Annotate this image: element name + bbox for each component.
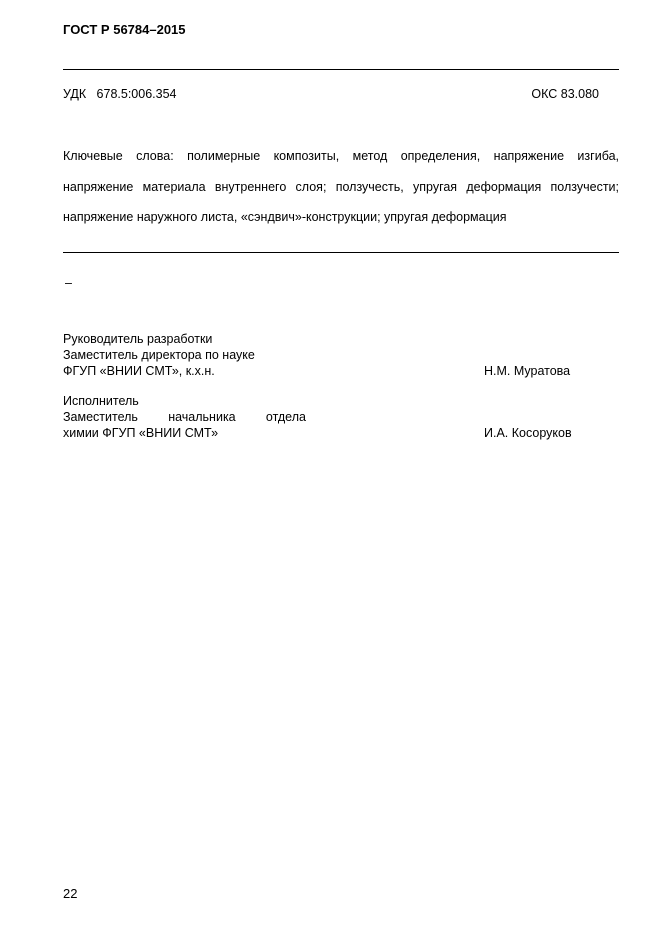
executor-name: И.А. Косоруков	[484, 426, 572, 440]
executor-role: Исполнитель	[63, 394, 139, 408]
developer-position: Заместитель директора по науке	[63, 348, 255, 362]
developer-organization: ФГУП «ВНИИ СМТ», к.х.н.	[63, 364, 215, 378]
keywords-line-2: напряжение материала внутреннего слоя; ползучесть, упругая деформация ползучести;	[63, 180, 619, 194]
executor-position-word: отдела	[265, 410, 306, 424]
udk-code: УДК 678.5:006.354	[63, 87, 177, 101]
executor-position-word: начальника	[168, 410, 236, 424]
executor-organization: химии ФГУП «ВНИИ СМТ»	[63, 426, 219, 440]
bottom-divider	[63, 252, 619, 253]
oks-code: ОКС 83.080	[531, 87, 599, 101]
page-number: 22	[63, 886, 78, 901]
developer-name: Н.М. Муратова	[484, 364, 571, 378]
executor-position-word: Заместитель	[63, 410, 138, 424]
developer-role: Руководитель разработки	[63, 332, 213, 346]
top-divider	[63, 69, 619, 70]
keywords-line-1: Ключевые слова: полимерные композиты, метод определения, напряжение изгиба,	[63, 149, 619, 163]
keywords-line-3: напряжение наружного листа, «сэндвич»-конструкции; упругая деформация	[63, 210, 507, 224]
document-header-code: ГОСТ Р 56784–2015	[63, 22, 186, 37]
separator-dash: –	[65, 276, 72, 290]
executor-position	[63, 410, 306, 424]
